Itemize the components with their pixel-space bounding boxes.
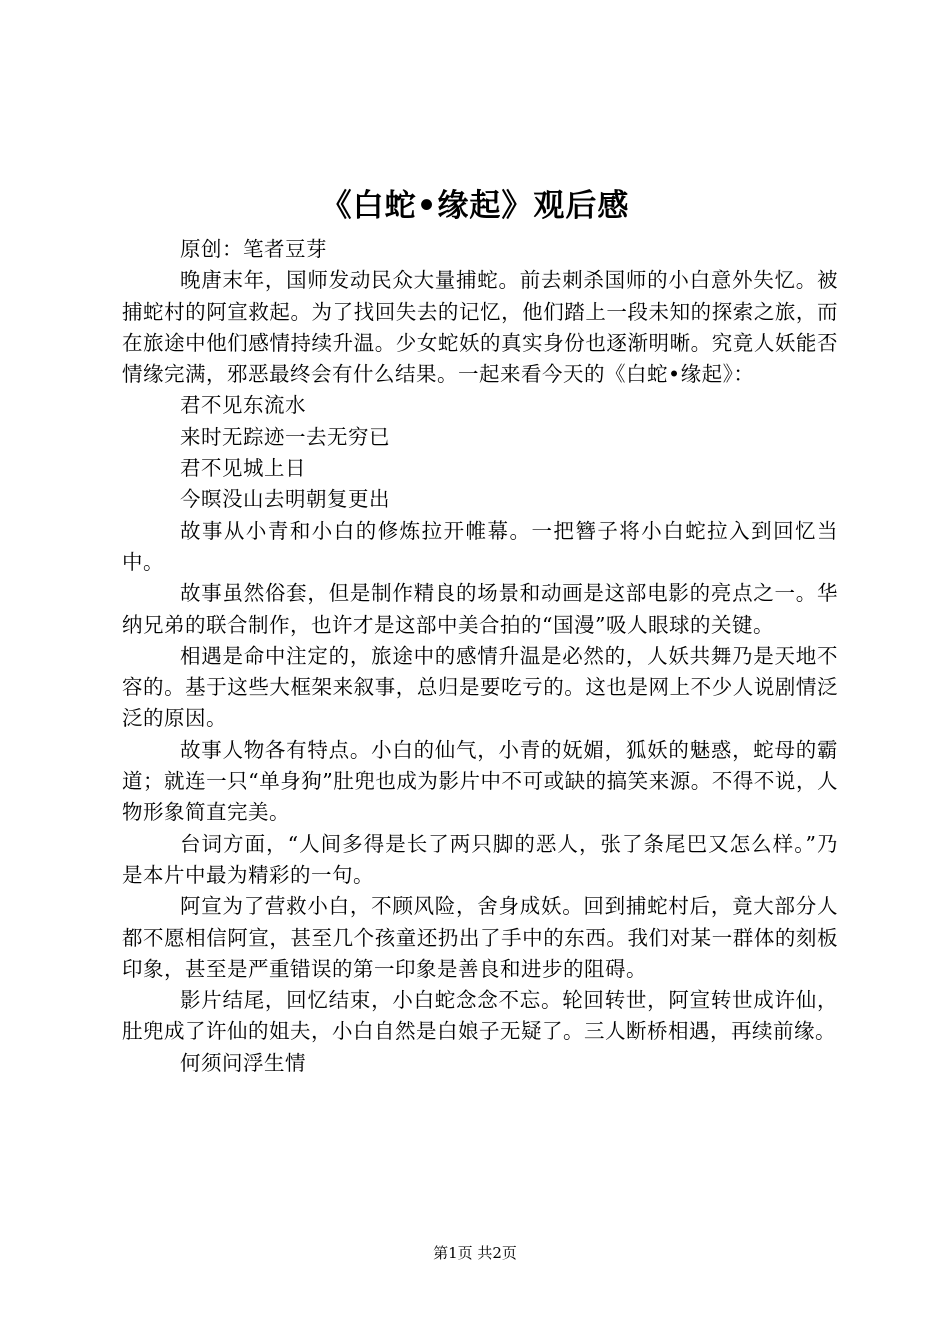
document-body [122, 234, 838, 1079]
paragraph: 故事虽然俗套，但是制作精良的场景和动画是这部电影的亮点之一。华纳兄弟的联合制作，也许才是这部中美合拍的“国漫”吸人眼球的关键。 [122, 581, 838, 637]
paragraph: 影片结尾，回忆结束，小白蛇念念不忘。轮回转世，阿宣转世成许仙，肚兜成了许仙的姐夫，小白自然是白娘子无疑了。三人断桥相遇，再续前缘。 [122, 988, 838, 1044]
poem-line: 君不见城上日 [180, 456, 306, 481]
paragraph: 阿宣为了营救小白，不顾风险，舍身成妖。回到捕蛇村后，竟大部分人都不愿相信阿宣，甚至几个孩童还扔出了手中的东西。我们对某一群体的刻板印象，甚至是严重错误的第一印象是善良和进步的阻碍。 [122, 894, 838, 981]
paragraph: 故事从小青和小白的修炼拉开帷幕。一把簪子将小白蛇拉入到回忆当中。 [122, 518, 838, 574]
poem-line: 今暝没山去明朝复更出 [180, 487, 390, 512]
document-title: 《白蛇•缘起》观后感 [320, 188, 630, 224]
paragraph: 台词方面，“人间多得是长了两只脚的恶人，张了条尾巴又怎么样。”乃是本片中最为精彩的一句。 [122, 831, 838, 887]
poem-line: 君不见东流水 [180, 393, 306, 418]
page-number-footer: 第1页 共2页 [433, 1244, 517, 1262]
paragraph: 晚唐末年，国师发动民众大量捕蛇。前去刺杀国师的小白意外失忆。被捕蛇村的阿宣救起。为了找回失去的记忆，他们踏上一段未知的探索之旅，而在旅途中他们感情持续升温。少女蛇妖的真实身份也逐渐明晰。究竟人妖能否情缘完满，邪恶最终会有什么结果。一起来看今天的《白蛇•缘起》： [122, 268, 838, 387]
paragraph: 相遇是命中注定的，旅途中的感情升温是必然的，人妖共舞乃是天地不容的。基于这些大框架来叙事，总归是要吃亏的。这也是网上不少人说剧情泛泛的原因。 [122, 643, 838, 731]
poem-line: 何须问浮生情 [180, 1050, 306, 1075]
paragraph: 原创：笔者豆芽 [180, 237, 327, 261]
paragraph: 故事人物各有特点。小白的仙气，小青的妩媚，狐妖的魅惑，蛇母的霸道；就连一只“单身狗”肚兜也成为影片中不可或缺的搞笑来源。不得不说，人物形象简直完美。 [122, 737, 838, 825]
poem-line: 来时无踪迹一去无穷已 [180, 424, 390, 449]
